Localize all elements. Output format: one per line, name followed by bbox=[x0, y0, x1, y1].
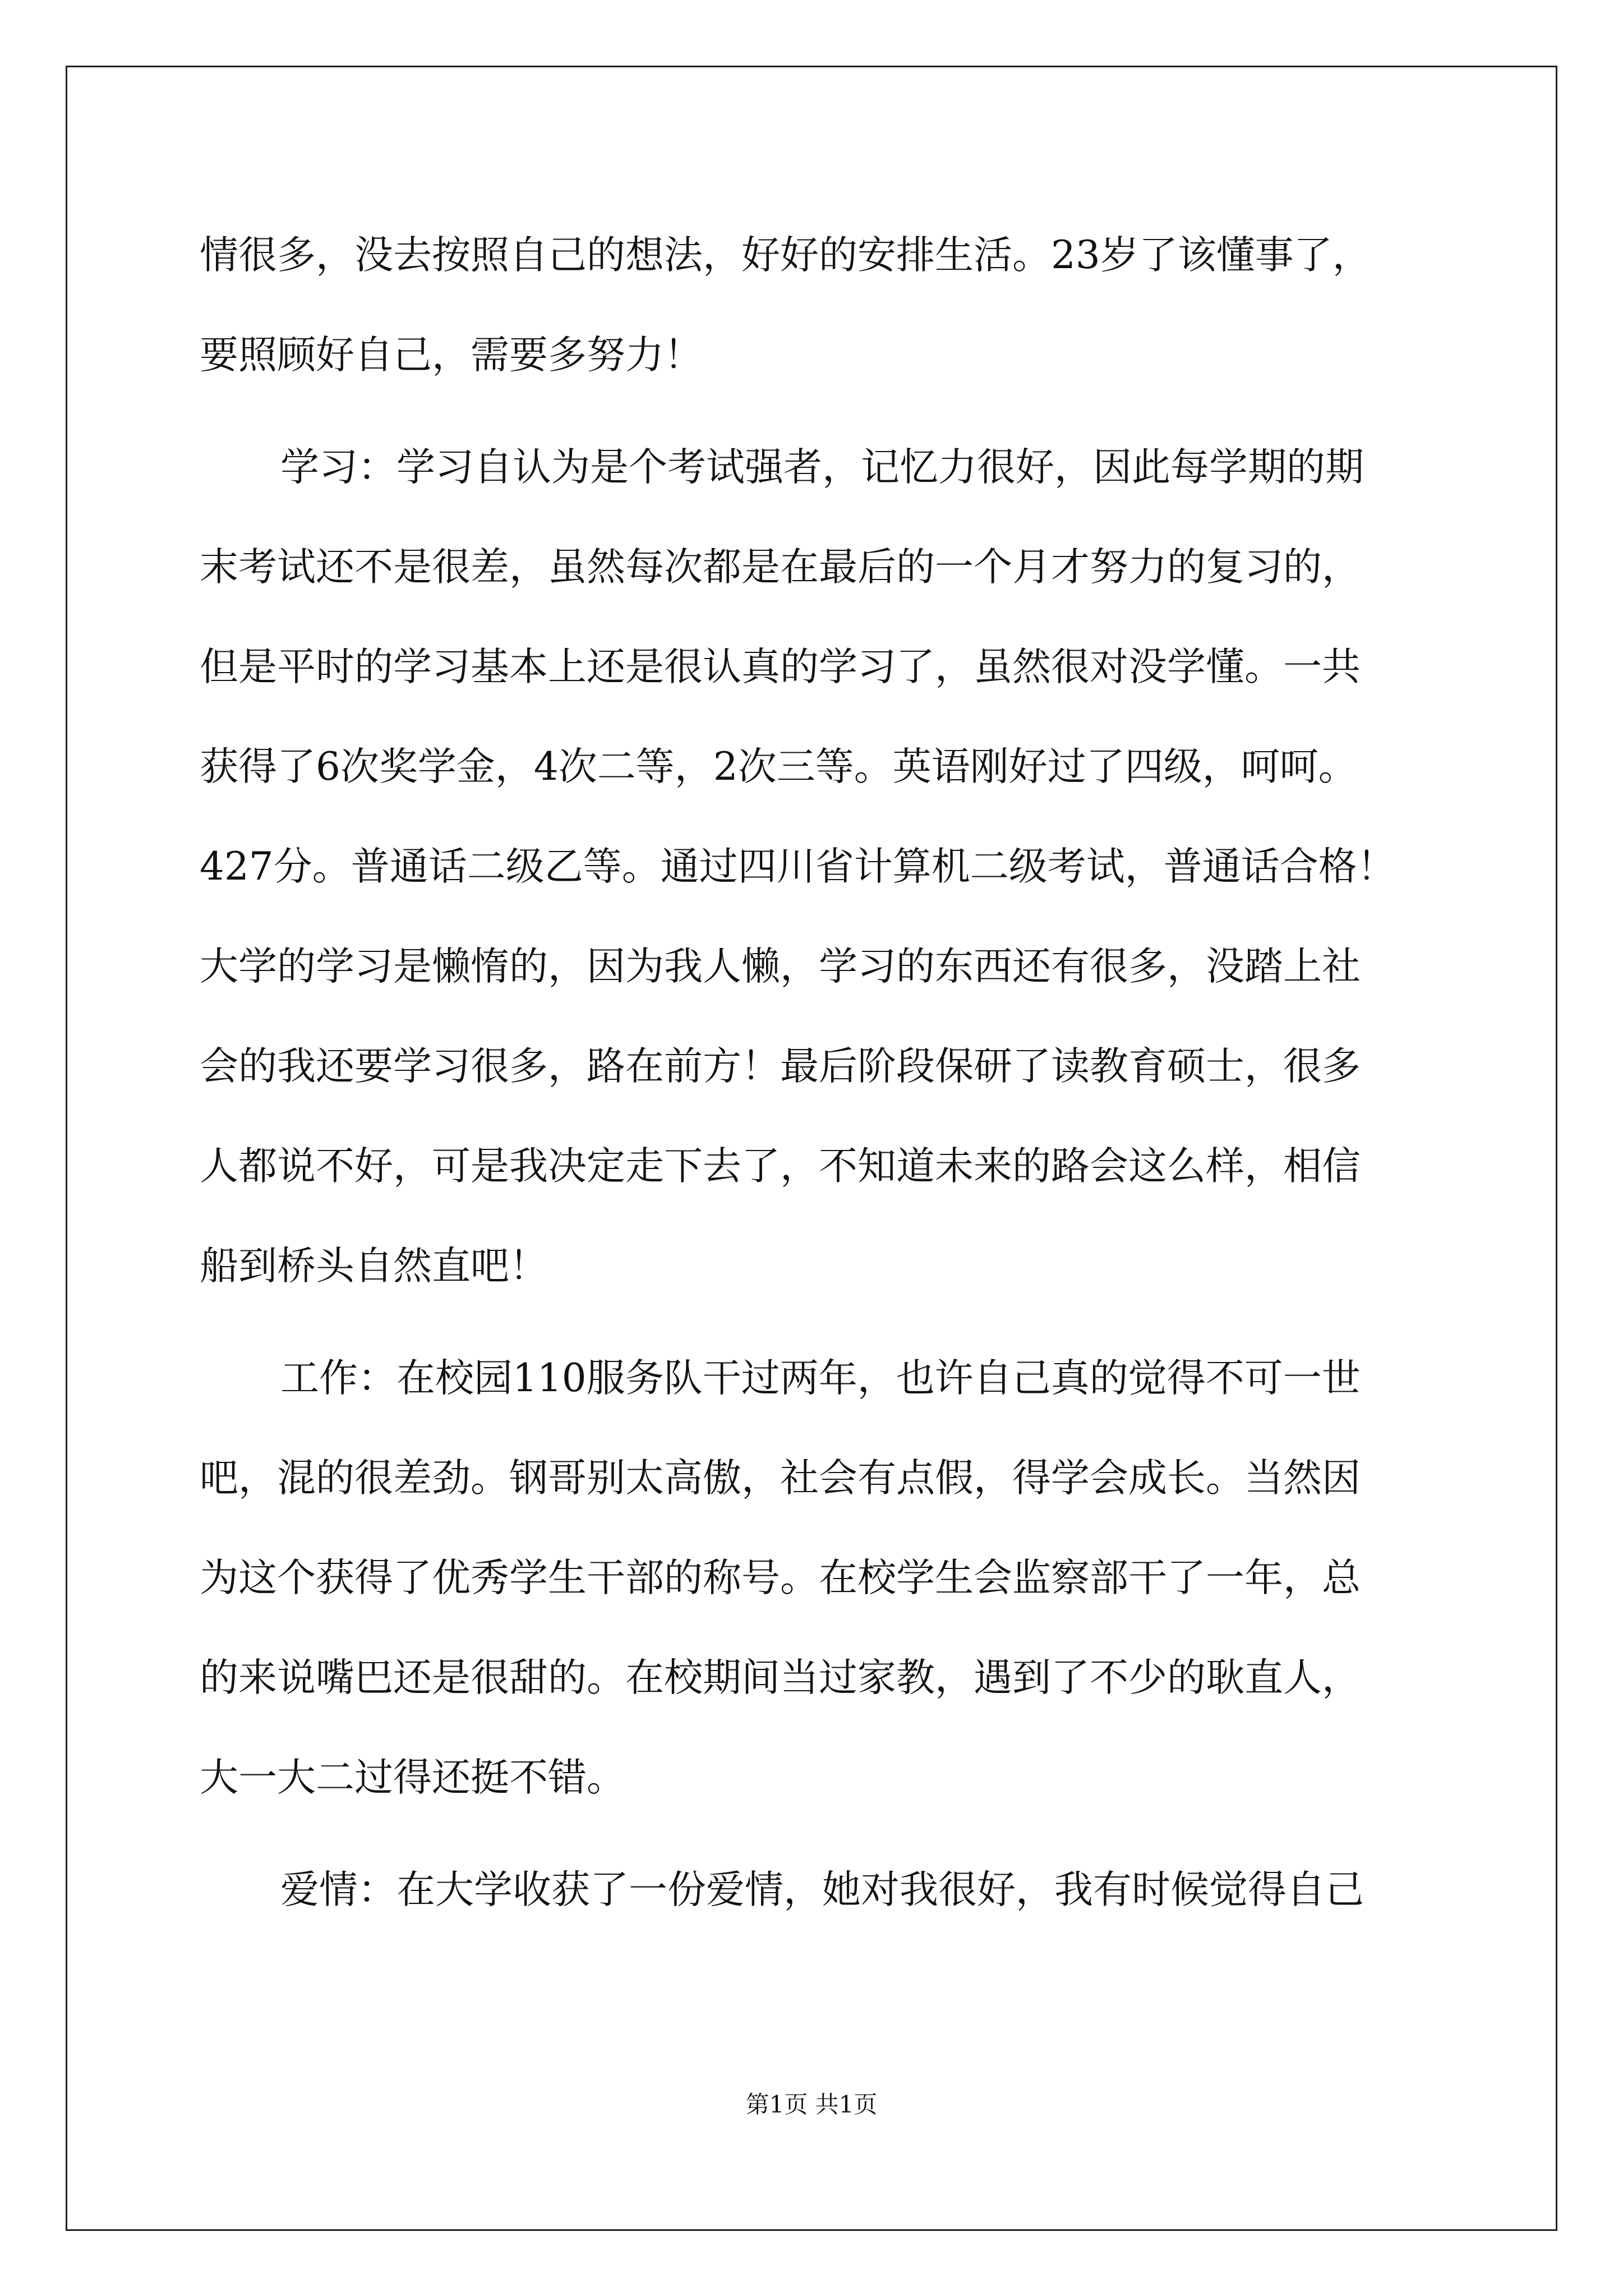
text-line: 船到桥头自然直吧！ bbox=[200, 1244, 548, 1289]
text-line: 人都说不好，可是我决定走下去了，不知道未来的路会这么样，相信 bbox=[200, 1144, 1361, 1189]
text-line: 大一大二过得还挺不错。 bbox=[200, 1755, 625, 1800]
text-line: 的来说嘴巴还是很甜的。在校期间当过家教，遇到了不少的耿直人， bbox=[200, 1655, 1361, 1700]
paragraph-start-line: 工作：在校园110服务队干过两年，也许自己真的觉得不可一世 bbox=[280, 1356, 1361, 1401]
paragraph-start-line: 学习：学习自认为是个考试强者，记忆力很好，因此每学期的期 bbox=[280, 445, 1364, 490]
text-line: 获得了6次奖学金，4次二等，2次三等。英语刚好过了四级，呵呵。 bbox=[200, 744, 1357, 789]
text-line: 会的我还要学习很多，路在前方！最后阶段保研了读教育硕士，很多 bbox=[200, 1044, 1361, 1089]
text-line: 末考试还不是很差，虽然每次都是在最后的一个月才努力的复习的， bbox=[200, 545, 1361, 590]
text-line: 情很多，没去按照自己的想法，好好的安排生活。23岁了该懂事了， bbox=[200, 233, 1371, 278]
text-line: 要照顾好自己，需要多努力！ bbox=[200, 333, 703, 378]
text-line: 吧，混的很差劲。钢哥别太高傲，社会有点假，得学会成长。当然因 bbox=[200, 1456, 1361, 1501]
text-line: 427分。普通话二级乙等。通过四川省计算机二级考试，普通话合格！ bbox=[200, 844, 1396, 889]
text-line: 大学的学习是懒惰的，因为我人懒，学习的东西还有很多，没踏上社 bbox=[200, 944, 1361, 989]
text-line: 但是平时的学习基本上还是很认真的学习了，虽然很对没学懂。一共 bbox=[200, 645, 1361, 689]
page-footer: 第1页 共1页 bbox=[745, 2091, 878, 2118]
text-line: 为这个获得了优秀学生干部的称号。在校学生会监察部干了一年，总 bbox=[200, 1556, 1361, 1600]
paragraph-start-line: 爱情：在大学收获了一份爱情，她对我很好，我有时候觉得自己 bbox=[280, 1867, 1364, 1912]
